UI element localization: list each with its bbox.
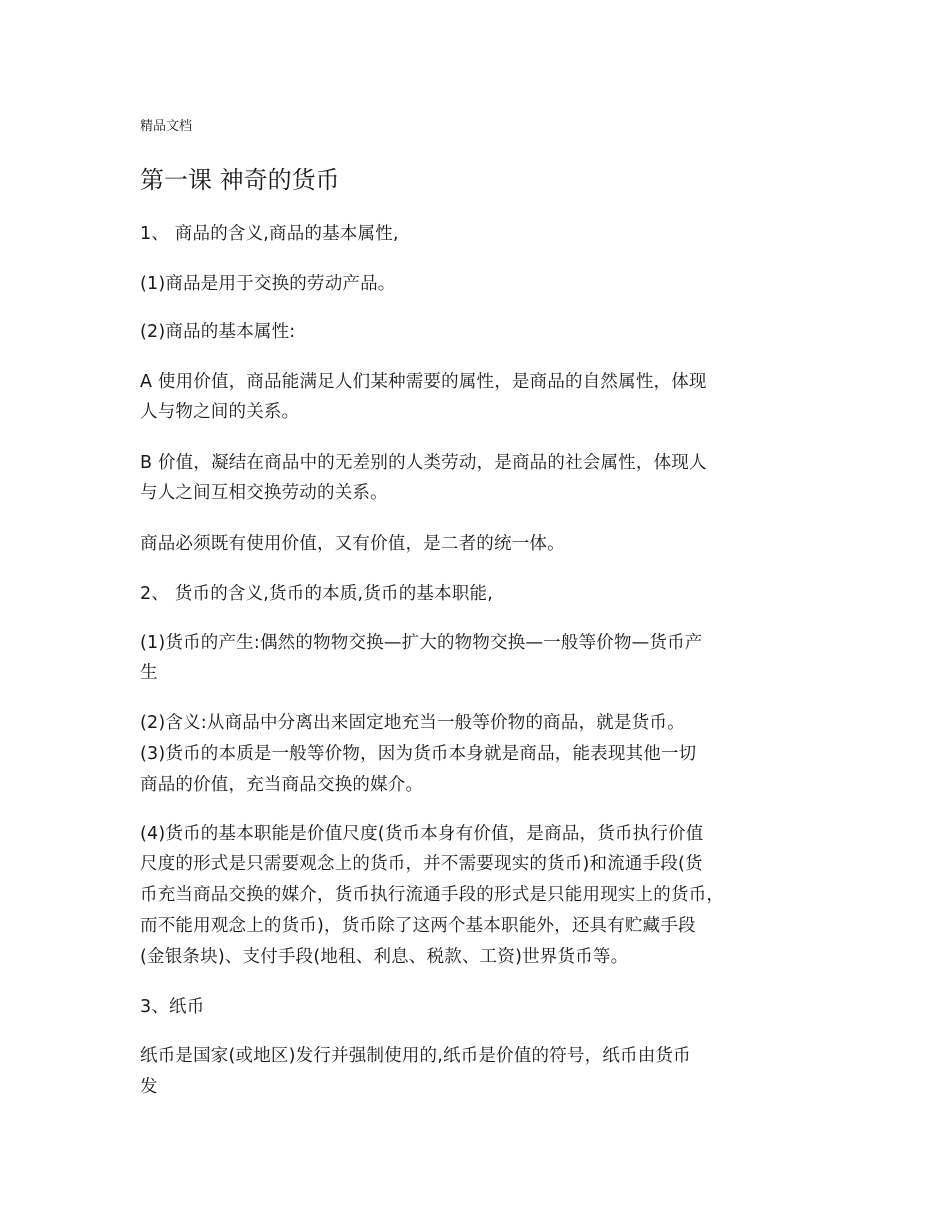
text-line: (1)商品是用于交换的劳动产品。 (140, 274, 396, 294)
text-line: 纸币是国家(或地区)发行并强制使用的,纸币是价值的符号，纸币由货币 (140, 1046, 691, 1066)
text-line: B 价值，凝结在商品中的无差别的人类劳动，是商品的社会属性，体现人 (140, 453, 707, 473)
document-title: 第一课 神奇的货币 (140, 166, 340, 194)
text-line: 1、 商品的含义,商品的基本属性, (140, 224, 399, 244)
text-line: 币充当商品交换的媒介，货币执行流通手段的形式是只能用现实上的货币， (140, 885, 725, 905)
text-line: (2)商品的基本属性: (140, 322, 296, 342)
text-line: 与人之间互相交换劳动的关系。 (140, 483, 388, 503)
text-line: A 使用价值，商品能满足人们某种需要的属性，是商品的自然属性，体现 (140, 372, 707, 392)
text-line: (1)货币的产生:偶然的物物交换—扩大的物物交换—一般等价物—货币产 (140, 633, 703, 653)
text-line: 2、 货币的含义,货币的本质,货币的基本职能, (140, 584, 493, 604)
text-line: (金银条块)、支付手段(地租、利息、税款、工资)世界货币等。 (140, 947, 629, 967)
text-line: (4)货币的基本职能是价值尺度(货币本身有价值，是商品，货币执行价值 (140, 824, 704, 844)
text-line: 尺度的形式是只需要观念上的货币，并不需要现实的货币)和流通手段(货 (140, 854, 703, 874)
text-line: 商品的价值，充当商品交换的媒介。 (140, 775, 424, 795)
text-line: (2)含义:从商品中分离出来固定地充当一般等价物的商品，就是货币。 (140, 713, 685, 733)
text-line: 人与物之间的关系。 (140, 402, 300, 422)
text-line: 商品必须既有使用价值，又有价值，是二者的统一体。 (140, 534, 565, 554)
text-line: 而不能用观念上的货币)，货币除了这两个基本职能外，还具有贮藏手段 (140, 916, 696, 936)
text-line: 发 (140, 1077, 158, 1097)
text-line: 3、纸币 (140, 997, 205, 1017)
text-line: 生 (140, 663, 158, 683)
document-header-label: 精品文档 (140, 119, 193, 134)
text-line: (3)货币的本质是一般等价物，因为货币本身就是商品，能表现其他一切 (140, 744, 697, 764)
